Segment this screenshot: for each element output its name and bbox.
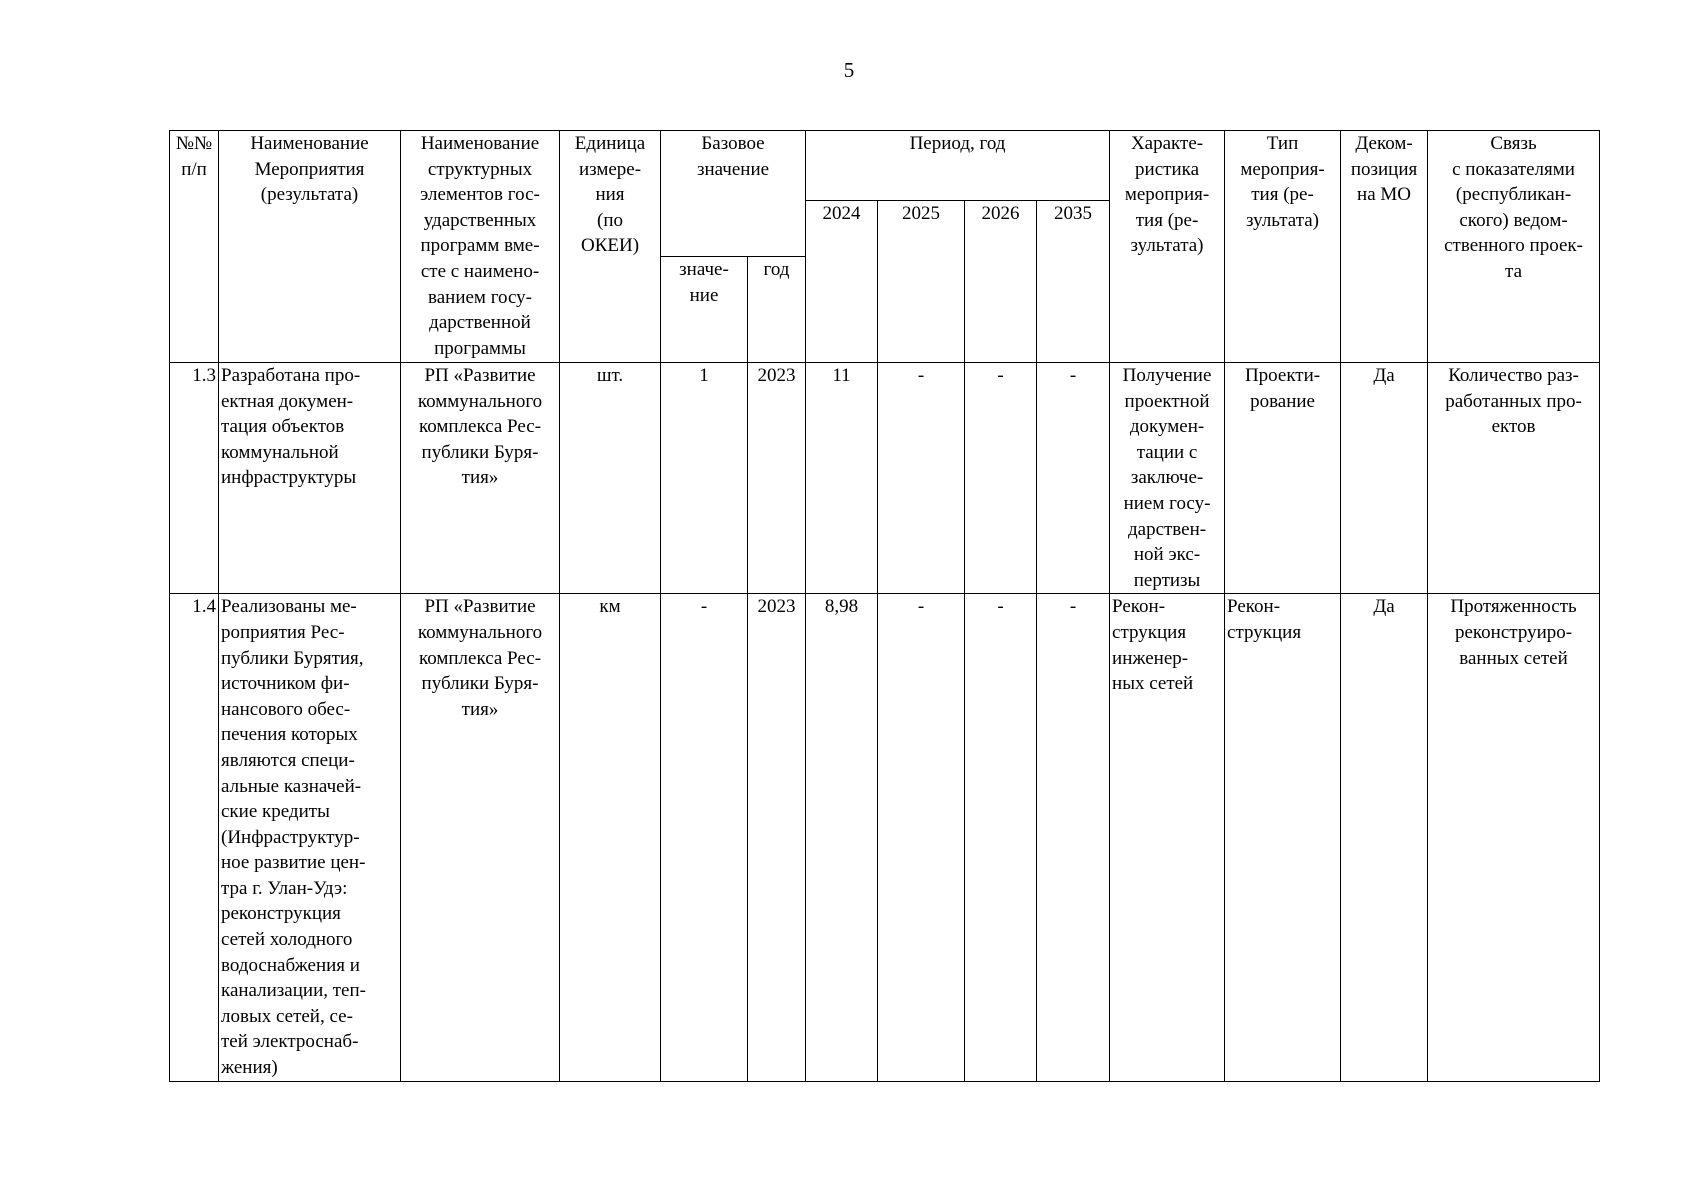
cell-decomp: Да bbox=[1341, 594, 1428, 1082]
cell-char: Получение проектной докумен- тации с заключе- нием госу- дарствен- ной экс- пертизы bbox=[1110, 363, 1225, 594]
header-year-2026: 2026 bbox=[965, 201, 1037, 363]
header-year-2025: 2025 bbox=[878, 201, 965, 363]
header-year-2024: 2024 bbox=[806, 201, 878, 363]
cell-name: Разработана про- ектная докумен- тация объектов коммунальной инфраструктуры bbox=[219, 363, 401, 594]
cell-2025: - bbox=[878, 594, 965, 1082]
cell-base-year: 2023 bbox=[748, 363, 806, 594]
table-row bbox=[170, 363, 1600, 594]
cell-struct: РП «Развитие коммунального комплекса Рес- публики Буря- тия» bbox=[401, 594, 560, 1082]
header-base-value: значе- ние bbox=[661, 257, 748, 363]
cell-link: Количество раз- работанных про- ектов bbox=[1428, 363, 1600, 594]
header-row bbox=[170, 131, 1600, 201]
cell-base-value: - bbox=[661, 594, 748, 1082]
cell-num: 1.3 bbox=[170, 363, 219, 594]
cell-num: 1.4 bbox=[170, 594, 219, 1082]
cell-2035: - bbox=[1037, 594, 1110, 1082]
header-base: Базовое значение bbox=[661, 131, 806, 257]
cell-unit: шт. bbox=[560, 363, 661, 594]
header-year-2035: 2035 bbox=[1037, 201, 1110, 363]
cell-2024: 8,98 bbox=[806, 594, 878, 1082]
cell-2026: - bbox=[965, 363, 1037, 594]
header-struct: Наименование структурных элементов гос- ударственных программ вме- сте с наимено- ванием госу- дарственной программы bbox=[401, 131, 560, 363]
table-row bbox=[170, 594, 1600, 1082]
cell-link: Протяженность реконструиро- ванных сетей bbox=[1428, 594, 1600, 1082]
cell-decomp: Да bbox=[1341, 363, 1428, 594]
header-decomp: Деком- позиция на МО bbox=[1341, 131, 1428, 363]
header-period: Период, год bbox=[806, 131, 1110, 201]
header-base-year: год bbox=[748, 257, 806, 363]
header-unit: Единица измере- ния (по ОКЕИ) bbox=[560, 131, 661, 363]
header-char: Характе- ристика мероприя- тия (ре- зультата) bbox=[1110, 131, 1225, 363]
cell-2035: - bbox=[1037, 363, 1110, 594]
cell-base-value: 1 bbox=[661, 363, 748, 594]
cell-base-year: 2023 bbox=[748, 594, 806, 1082]
cell-type: Рекон- струкция bbox=[1225, 594, 1341, 1082]
cell-name: Реализованы ме- роприятия Рес- публики Бурятия, источником фи- нансового обес- печения которых являются специ- альные казначей- ские кредиты (Инфраструктур- ное развитие цен- тра г. Улан-Удэ: реконструкция сетей холодного водоснабжения и канализации, теп- ловых сетей, се- тей электроснаб- жения) bbox=[219, 594, 401, 1082]
cell-2024: 11 bbox=[806, 363, 878, 594]
header-link: Связь с показателями (республикан- ского) ведом- ственного проек- та bbox=[1428, 131, 1600, 363]
header-name: Наименование Мероприятия (результата) bbox=[219, 131, 401, 363]
cell-2025: - bbox=[878, 363, 965, 594]
cell-unit: км bbox=[560, 594, 661, 1082]
measures-table bbox=[169, 130, 1600, 1082]
header-type: Тип мероприя- тия (ре- зультата) bbox=[1225, 131, 1341, 363]
cell-2026: - bbox=[965, 594, 1037, 1082]
cell-type: Проекти- рование bbox=[1225, 363, 1341, 594]
cell-struct: РП «Развитие коммунального комплекса Рес- публики Буря- тия» bbox=[401, 363, 560, 594]
page-number: 5 bbox=[843, 58, 855, 82]
header-num: №№ п/п bbox=[170, 131, 219, 363]
cell-char: Рекон- струкция инженер- ных сетей bbox=[1110, 594, 1225, 1082]
